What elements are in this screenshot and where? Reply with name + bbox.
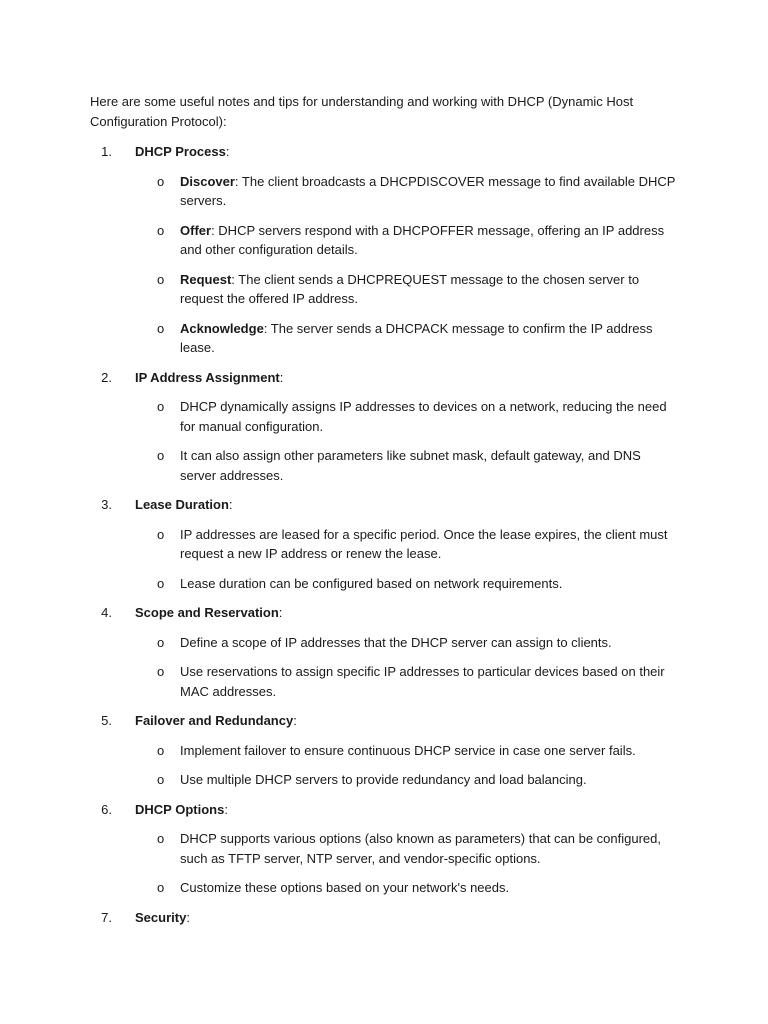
bullet-icon: o — [157, 448, 165, 463]
bullet-icon: o — [157, 664, 165, 679]
section-title: IP Address Assignment — [135, 369, 280, 385]
item-term: Request — [180, 271, 232, 287]
bullet-icon: o — [157, 320, 165, 336]
section-number: 2. — [101, 369, 112, 385]
item-text: DHCP supports various options (also known as parameters) that can be configured, such as TFTP server, NTP server, and vendor-specific options. — [180, 831, 662, 866]
list-item — [90, 221, 680, 260]
sub-list — [90, 172, 680, 358]
document-page — [90, 92, 680, 937]
section-title: DHCP Options — [135, 801, 225, 817]
section-title: Failover and Redundancy — [135, 713, 294, 728]
list-item — [90, 446, 680, 485]
section-title: DHCP Process — [135, 144, 226, 159]
bullet-icon: o — [157, 772, 165, 787]
section-number: 4. — [101, 605, 112, 620]
section-failover-and-redundancy — [90, 711, 680, 790]
section-title: Security — [135, 909, 187, 925]
list-item — [90, 662, 680, 701]
sub-list — [90, 525, 680, 594]
section-heading: 2. IP Address Assignment: — [90, 368, 680, 388]
list-item — [90, 319, 680, 358]
section-number: 3. — [101, 497, 112, 512]
bullet-icon: o — [157, 575, 165, 591]
bullet-icon: o — [157, 271, 165, 287]
item-text: : DHCP servers respond with a DHCPOFFER message, offering an IP address and other configuration details. — [180, 222, 665, 257]
item-text: : The client broadcasts a DHCPDISCOVER message to find available DHCP servers. — [180, 173, 676, 208]
list-item — [90, 270, 680, 309]
intro-paragraph: Here are some useful notes and tips for understanding and working with DHCP (Dynamic Host Configuration Protocol): — [90, 94, 634, 129]
item-text: Use reservations to assign specific IP addresses to particular devices based on their MAC addresses. — [180, 664, 665, 699]
item-term: Acknowledge — [180, 320, 264, 336]
section-heading: 3. Lease Duration: — [90, 495, 680, 515]
section-heading: 1. DHCP Process: — [90, 142, 680, 162]
bullet-icon: o — [157, 634, 165, 650]
section-number: 5. — [101, 713, 112, 728]
section-dhcp-process — [90, 142, 680, 358]
section-title: Lease Duration — [135, 497, 229, 512]
section-scope-and-reservation — [90, 603, 680, 701]
item-text: IP addresses are leased for a specific period. Once the lease expires, the client must request a new IP address or renew the lease. — [180, 526, 668, 561]
section-security — [90, 908, 680, 928]
item-text: Implement failover to ensure continuous DHCP service in case one server fails. — [180, 742, 636, 758]
list-item — [90, 633, 680, 653]
item-text: : The client sends a DHCPREQUEST message to the chosen server to request the offered IP address. — [180, 271, 640, 306]
sub-list — [90, 633, 680, 702]
bullet-icon: o — [157, 880, 165, 895]
section-heading: 4. Scope and Reservation: — [90, 603, 680, 623]
section-heading: 6. DHCP Options: — [90, 800, 680, 820]
list-item — [90, 829, 680, 868]
item-term: Offer — [180, 222, 212, 238]
item-text: It can also assign other parameters like subnet mask, default gateway, and DNS server addresses. — [180, 448, 641, 483]
section-heading: 7. Security: — [90, 908, 680, 928]
section-number: 7. — [101, 909, 112, 925]
item-text: Customize these options based on your network's needs. — [180, 880, 510, 895]
bullet-icon: o — [157, 222, 165, 238]
list-item — [90, 525, 680, 564]
item-text: Lease duration can be configured based on network requirements. — [180, 575, 563, 591]
item-text: DHCP dynamically assigns IP addresses to devices on a network, reducing the need for manual configuration. — [180, 399, 667, 434]
list-item — [90, 878, 680, 898]
list-item — [90, 741, 680, 761]
bullet-icon: o — [157, 399, 165, 414]
bullet-icon: o — [157, 173, 165, 189]
section-number: 1. — [101, 144, 112, 159]
section-number: 6. — [101, 801, 112, 817]
section-dhcp-options — [90, 800, 680, 898]
section-title: Scope and Reservation — [135, 605, 279, 620]
list-item — [90, 172, 680, 211]
bullet-icon: o — [157, 526, 165, 542]
item-term: Discover — [180, 173, 235, 189]
item-text: Define a scope of IP addresses that the DHCP server can assign to clients. — [180, 634, 612, 650]
bullet-icon: o — [157, 742, 165, 758]
list-item — [90, 574, 680, 594]
section-ip-address-assignment — [90, 368, 680, 486]
sub-list — [90, 397, 680, 485]
item-text: : The server sends a DHCPACK message to confirm the IP address lease. — [180, 320, 653, 355]
section-heading: 5. Failover and Redundancy: — [90, 711, 680, 731]
item-text: Use multiple DHCP servers to provide redundancy and load balancing. — [180, 772, 587, 787]
list-item — [90, 770, 680, 790]
bullet-icon: o — [157, 831, 165, 846]
sub-list — [90, 741, 680, 790]
section-lease-duration — [90, 495, 680, 593]
sub-list — [90, 829, 680, 898]
list-item — [90, 397, 680, 436]
